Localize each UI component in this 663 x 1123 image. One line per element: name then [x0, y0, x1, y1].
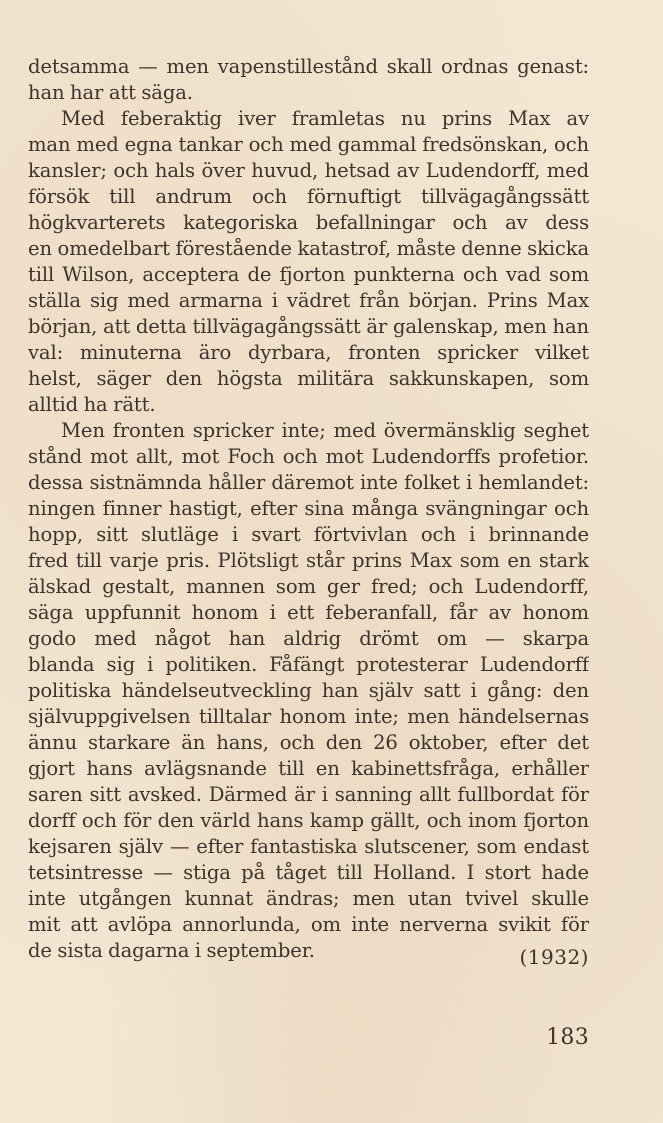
text-line: kansler; och hals över huvud, hetsad av Ludendorff, med [28, 159, 589, 182]
text-line: tetsintresse — stiga på tåget till Holland. I stort hade [28, 861, 589, 884]
text-line: detsamma — men vapenstillestånd skall ordnas genast: [28, 55, 589, 78]
text-line: till Wilson, acceptera de fjorton punkterna och vad som [28, 263, 589, 286]
text-line: fred till varje pris. Plötsligt står prins Max som en stark [28, 549, 589, 572]
paragraph-first-line: Men fronten spricker inte; med övermänsklig seghet [61, 419, 589, 442]
text-line: hopp, sitt slutläge i svart förtvivlan och i brinnande [28, 523, 589, 546]
text-line: godo med något han aldrig drömt om — skarpa [28, 627, 589, 650]
text-line: gjort hans avlägsnande till en kabinettsfråga, erhåller [28, 757, 589, 780]
text-line: de sista dagarna i september. [28, 939, 315, 962]
text-line: han har att säga. [28, 81, 193, 104]
page-number: 183 [546, 1025, 589, 1050]
text-line: alltid ha rätt. [28, 393, 156, 416]
text-line: stånd mot allt, mot Foch och mot Ludendorffs profetior. [28, 445, 589, 468]
paragraph-first-line: Med feberaktig iver framletas nu prins Max av [61, 107, 589, 130]
text-line: en omedelbart förestående katastrof, måste denne skicka [28, 237, 589, 260]
text-line: dorff och för den värld hans kamp gällt, och inom fjorton [28, 809, 589, 832]
text-line: blanda sig i politiken. Fåfängt protesterar Ludendorff [28, 653, 589, 676]
text-line: inte utgången kunnat ändras; men utan tvivel skulle [28, 887, 589, 910]
text-line: ännu starkare än hans, och den 26 oktober, efter det [28, 731, 589, 754]
text-line: man med egna tankar och med gammal fredsönskan, och [28, 133, 589, 156]
text-line: mit att avlöpa annorlunda, om inte nerverna svikit för [28, 913, 589, 936]
text-line: kejsaren själv — efter fantastiska slutscener, som endast [28, 835, 589, 858]
text-line: helst, säger den högsta militära sakkunskapen, som [28, 367, 589, 390]
text-line: val: minuterna äro dyrbara, fronten spricker vilket [28, 341, 589, 364]
text-line: saren sitt avsked. Därmed är i sanning allt fullbordat för [28, 783, 589, 806]
text-line: högkvarterets kategoriska befallningar och av dess [28, 211, 589, 234]
text-line: försök till andrum och förnuftigt tillvägagångssätt [28, 185, 589, 208]
text-line: ställa sig med armarna i vädret från början. Prins Max [28, 289, 589, 312]
text-line: ningen finner hastigt, efter sina många svängningar och [28, 497, 589, 520]
text-line: säga uppfunnit honom i ett feberanfall, får av honom [28, 601, 589, 624]
text-line: självuppgivelsen tilltalar honom inte; men händelsernas [28, 705, 589, 728]
text-line: älskad gestalt, mannen som ger fred; och Ludendorff, [28, 575, 589, 598]
text-line: politiska händelseutveckling han själv satt i gång: den [28, 679, 589, 702]
essay-year: (1932) [519, 945, 589, 969]
text-line: dessa sistnämnda håller däremot inte folket i hemlandet: [28, 471, 589, 494]
text-line: början, att detta tillvägagångssätt är galenskap, men han [28, 315, 589, 338]
